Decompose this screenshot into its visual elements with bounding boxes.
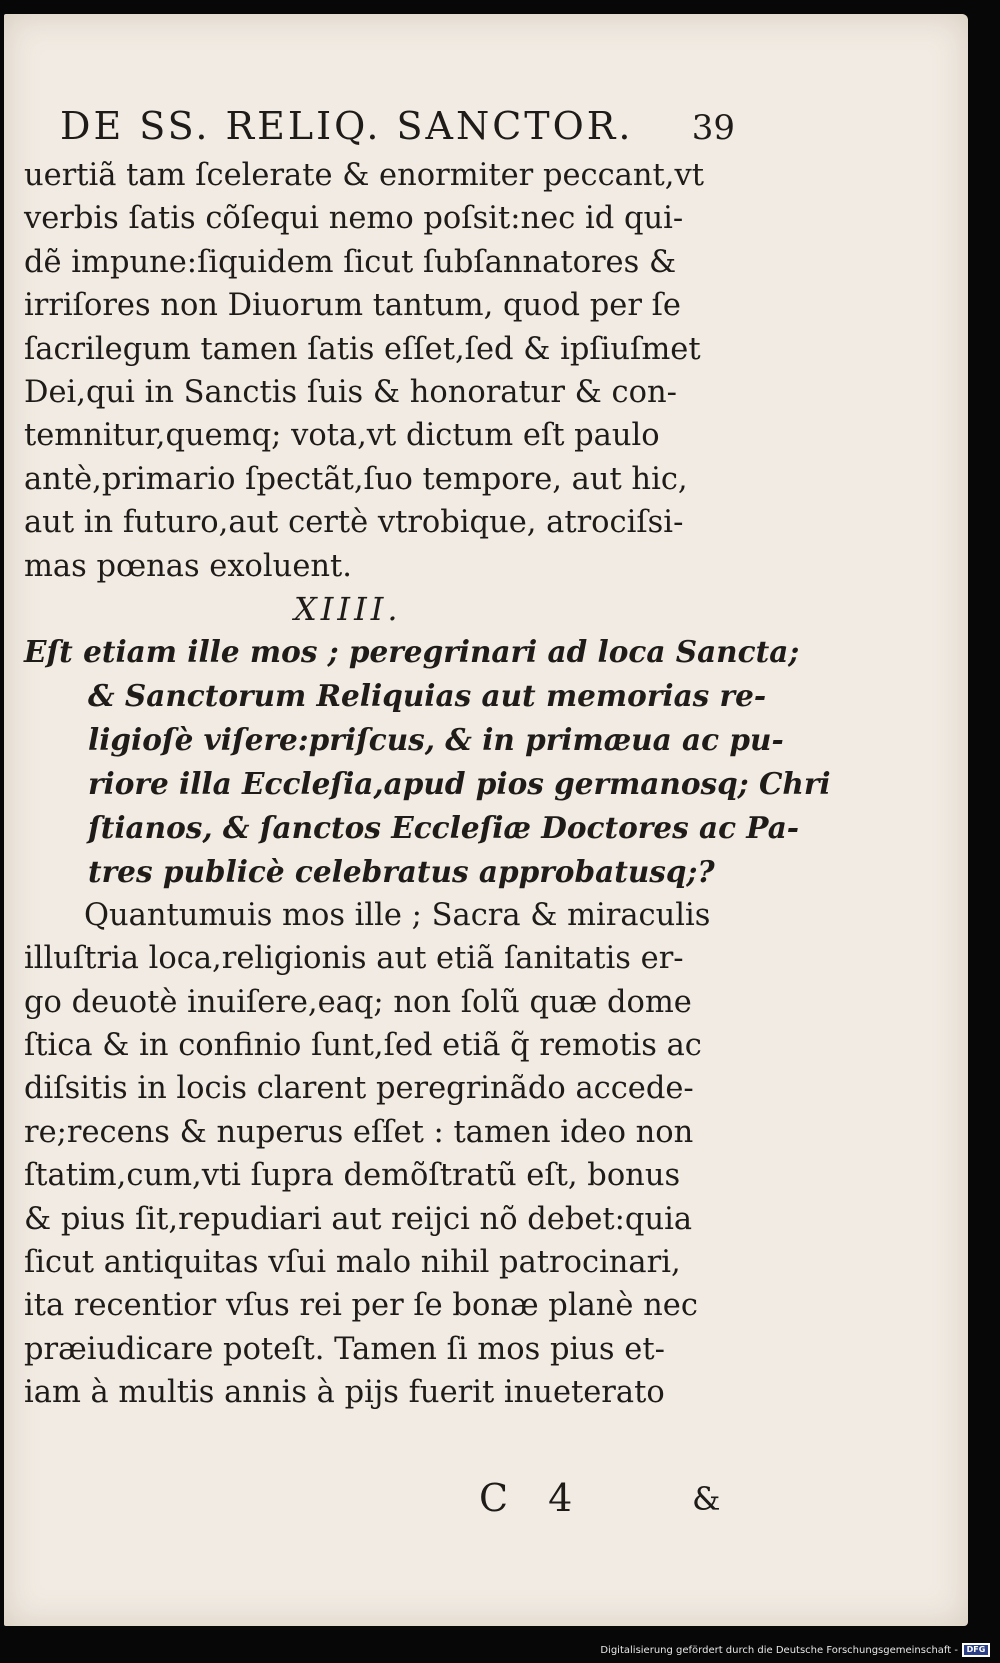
answer-line: ſtatim,cum,vti ſupra demõſtratũ eſt, bonus [24,1158,681,1194]
running-title: DE SS. RELIQ. SANCTOR. [60,104,634,148]
body-paragraph [24,154,739,588]
question-line: tres publicè celebratus approbatusq;? [88,853,715,889]
answer-line: & pius ſit,repudiari aut reijci nõ debet:quia [24,1201,693,1237]
question-line: & Sanctorum Reliquias aut memorias re- [88,677,767,713]
answer-line: ſicut antiquitas vſui malo nihil patrocinari, [24,1245,681,1281]
answer-line: illuſtria loca,religionis aut etiã ſanitatis er- [24,941,684,977]
digitization-credit [600,1643,990,1657]
section-heading: XIIII. [294,589,402,628]
credit-text: Digitalisierung gefördert durch die Deutsche Forschungsgemeinschaft - [600,1644,958,1656]
answer-line: diſsitis in locis clarent peregrinãdo accede- [24,1071,694,1107]
catchword: & [692,1480,721,1518]
answer-line: re;recens & nuperus eſſet : tamen ideo non [24,1114,694,1150]
page-header [24,98,739,154]
text-line: aut in futuro,aut certè vtrobique, atrociſsi- [24,505,684,541]
text-line: mas pœnas exoluent. [24,548,352,584]
question-line: Eſt etiam ille mos ; peregrinari ad loca Sancta; [24,633,800,669]
text-line: irriſores non Diuorum tantum, quod per ſe [24,288,681,324]
answer-line: go deuotè inuiſere,eaq; non ſolũ quæ dome [24,984,692,1020]
signature-mark: C 4 [479,1476,587,1520]
question-paragraph [24,630,831,894]
answer-line: præiudicare poteſt. Tamen ſi mos pius et- [24,1331,665,1367]
book-page [4,14,968,1626]
dfg-logo-icon [962,1643,990,1657]
text-line: antè,primario ſpectãt,ſuo tempore, aut hic, [24,461,688,497]
answer-line: ita recentior vſus rei per ſe bonæ planè nec [24,1288,698,1324]
text-line: ſacrilegum tamen ſatis eſſet,ſed & ipſiuſmet [24,331,701,367]
answer-line: iam à multis annis à pijs fuerit inueterato [24,1375,665,1411]
text-line: dẽ impune:ſiquidem ſicut ſubſannatores & [24,244,677,280]
question-line: ſtianos, & ſanctos Eccleſiæ Doctores ac Pa- [88,809,800,845]
page-number: 39 [691,108,735,148]
page-text-block [24,98,831,1520]
page-footer [24,1476,739,1528]
text-line: temnitur,quemq; vota,vt dictum eſt paulo [24,418,660,454]
question-line: riore illa Eccleſia,apud pios germanosq; Chri [88,765,831,801]
text-line: Dei,qui in Sanctis ſuis & honoratur & con- [24,374,677,410]
text-line: verbis ſatis cõſequi nemo poſsit:nec id qui- [24,201,684,237]
question-line: ligioſè viſere:priſcus, & in primæua ac pu- [88,721,784,757]
text-line: uertiã tam ſcelerate & enormiter peccant,vt [24,158,704,193]
answer-line: ſtica & in confinio ſunt,ſed etiã q̃ remotis ac [24,1028,702,1064]
answer-paragraph [24,894,739,1415]
answer-line: Quantumuis mos ille ; Sacra & miraculis [84,897,711,933]
dfg-logo-text: DFG [964,1645,988,1655]
